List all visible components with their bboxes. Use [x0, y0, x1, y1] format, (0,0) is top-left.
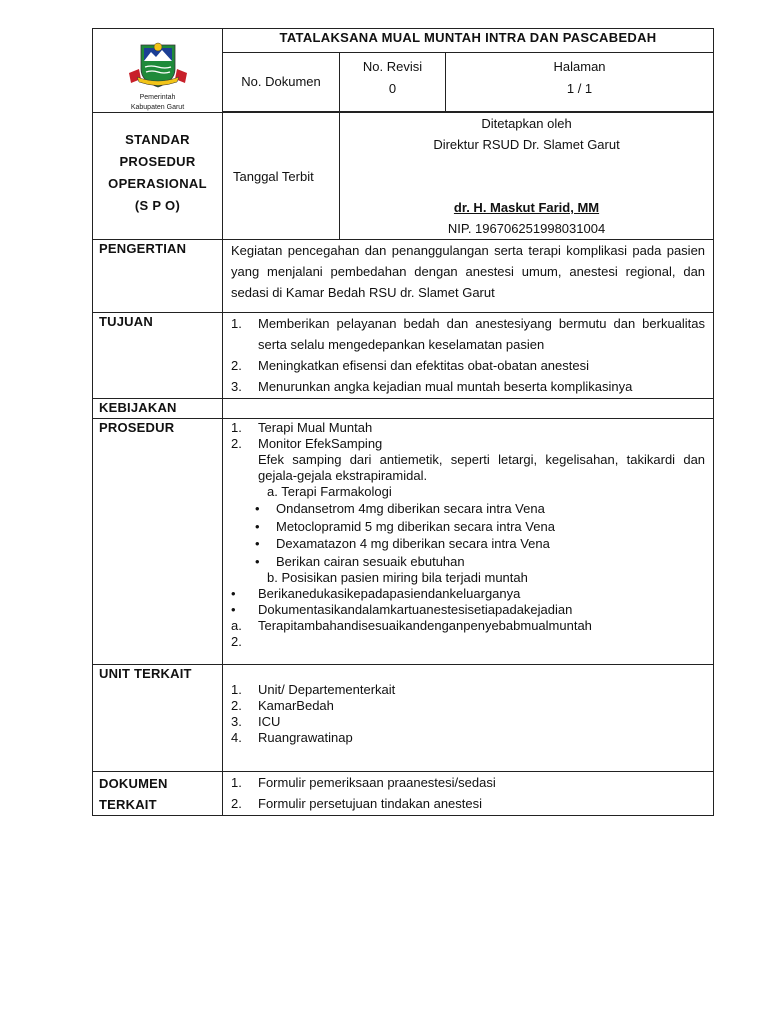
spo-document-table — [92, 28, 714, 816]
list-item — [231, 376, 705, 397]
no-dokumen-label: No. Dokumen — [223, 52, 340, 111]
list-item — [231, 714, 705, 730]
spo-title-cell — [93, 113, 223, 240]
director-nip: NIP. 196706251998031004 — [447, 221, 606, 236]
unit-terkait-row — [93, 665, 714, 772]
list-number: 3. — [231, 379, 242, 394]
halaman-label: Halaman — [553, 58, 606, 74]
bullet: • — [255, 518, 260, 534]
terapi-farmakologi: a. Terapi Farmakologi — [267, 484, 392, 499]
list-number: 1. — [231, 682, 242, 697]
list-item — [231, 313, 705, 355]
posisi-miring: b. Posisikan pasien miring bila terjadi muntah — [267, 570, 528, 585]
drug-list — [231, 500, 705, 570]
pengertian-text: Kegiatan pencegahan dan penanggulangan serta terapi komplikasi pada pasien yang menjalani pembedahan dengan anestesi umum, anestesi regional, dan sedasi di Kamar Bedah RSU dr. Slamet Garut — [223, 240, 714, 313]
list-text: Formulir persetujuan tindakan anestesi — [258, 796, 483, 811]
pengertian-row — [93, 240, 714, 313]
list-text: Dexamatazon 4 mg diberikan secara intra Vena — [276, 536, 550, 551]
prosedur-row — [93, 419, 714, 665]
list-text: ICU — [258, 714, 281, 729]
list-item — [231, 772, 705, 793]
bullet: • — [255, 553, 260, 569]
list-text: Terapi Mual Muntah — [258, 420, 373, 435]
list-number: 2. — [231, 358, 242, 373]
no-revisi-value: 0 — [388, 80, 397, 96]
list-text: Formulir pemeriksaan praanestesi/sedasi — [258, 775, 496, 790]
prosedur-extra-list — [231, 586, 705, 649]
penetapan-cell — [340, 113, 714, 240]
spo-line-2: PROSEDUR — [119, 154, 196, 169]
list-text: Berikan cairan sesuaik ebutuhan — [276, 553, 465, 569]
dokumen-terkait-label — [93, 772, 223, 816]
list-item — [231, 553, 705, 571]
bullet: • — [255, 536, 260, 551]
prosedur-list — [231, 420, 705, 452]
efek-samping-text: Efek samping dari antiemetik, seperti letargi, kegelisahan, takikardi dan gejala-gejala ekstrapiramidal. — [258, 452, 706, 483]
dokumen-label-line-1: DOKUMEN — [99, 776, 168, 791]
list-number: 2. — [231, 796, 242, 811]
prosedur-label: PROSEDUR — [93, 419, 223, 665]
list-number: 1. — [231, 420, 242, 435]
bullet: • — [255, 501, 260, 516]
prosedur-cell — [223, 419, 714, 665]
halaman-value: 1 / 1 — [566, 80, 593, 96]
dokumen-terkait-row — [93, 772, 714, 816]
kebijakan-label: KEBIJAKAN — [93, 399, 223, 419]
list-item — [231, 793, 705, 814]
list-number: 2. — [231, 634, 242, 649]
list-number: a. — [231, 618, 242, 633]
list-number: 1. — [231, 775, 242, 790]
list-text: Ruangrawatinap — [258, 730, 353, 745]
list-item — [231, 698, 705, 714]
list-item — [231, 730, 705, 746]
list-text: Unit/ Departementerkait — [258, 682, 396, 697]
list-item — [231, 535, 705, 553]
kebijakan-text — [223, 399, 714, 419]
director-name: dr. H. Maskut Farid, MM — [453, 200, 600, 215]
list-number: • — [231, 602, 236, 617]
list-number: • — [231, 586, 236, 601]
ditetapkan-oleh: Ditetapkan oleh — [481, 116, 572, 131]
list-item — [231, 682, 705, 698]
list-number: 3. — [231, 714, 242, 729]
spo-line-4: (S P O) — [134, 198, 181, 213]
list-item — [231, 586, 705, 602]
spo-line-3: OPERASIONAL — [108, 176, 207, 191]
list-text: Dokumentasikandalamkartuanestesisetiapadakejadian — [258, 602, 573, 617]
list-item — [231, 500, 705, 518]
list-text: Meningkatkan efisensi dan efektitas obat-obatan anestesi — [258, 358, 589, 373]
tujuan-row — [93, 313, 714, 399]
list-item — [231, 355, 705, 376]
list-item — [231, 602, 705, 618]
spo-row — [93, 113, 714, 240]
list-item — [231, 618, 705, 634]
dokumen-terkait-cell — [223, 772, 714, 816]
list-text: Terapitambahandisesuaikandenganpenyebabmualmuntah — [258, 618, 592, 633]
list-text: Monitor EfekSamping — [258, 436, 383, 451]
pengertian-label: PENGERTIAN — [93, 240, 223, 313]
garut-coat-of-arms-icon — [127, 39, 189, 89]
no-revisi-cell — [340, 52, 446, 111]
tujuan-cell — [223, 313, 714, 399]
tanggal-terbit-label: Tanggal Terbit — [223, 113, 340, 240]
list-text: Berikanedukasikepadapasiendankeluarganya — [258, 586, 521, 601]
list-text: Ondansetrom 4mg diberikan secara intra Vena — [276, 501, 545, 516]
header-title-row — [93, 29, 714, 53]
halaman-cell — [446, 52, 714, 111]
unit-list — [231, 682, 705, 746]
list-number: 1. — [231, 316, 242, 331]
signature-space — [340, 155, 713, 197]
logo-cell — [93, 29, 223, 113]
list-text: Memberikan pelayanan bedah dan anestesiyang bermutu dan berkualitas serta selalu mengedepankan keselamatan pasien — [258, 316, 706, 352]
list-text: Metoclopramid 5 mg diberikan secara intra Vena — [276, 518, 555, 534]
no-revisi-label: No. Revisi — [362, 58, 423, 74]
list-text: Menurunkan angka kejadian mual muntah beserta komplikasinya — [258, 379, 633, 394]
logo-caption-1: Pemerintah — [139, 94, 176, 101]
list-item — [231, 420, 705, 436]
logo-caption-2: Kabupaten Garut — [130, 104, 185, 111]
list-item — [231, 518, 705, 536]
dokumen-list — [231, 772, 705, 814]
list-number: 2. — [231, 436, 242, 451]
spo-line-1: STANDAR — [125, 132, 190, 147]
unit-terkait-label: UNIT TERKAIT — [93, 665, 223, 772]
tujuan-list — [231, 313, 705, 397]
direktur-title: Direktur RSUD Dr. Slamet Garut — [433, 137, 620, 152]
list-number: 4. — [231, 730, 242, 745]
unit-terkait-cell — [223, 665, 714, 772]
document-title: TATALAKSANA MUAL MUNTAH INTRA DAN PASCABEDAH — [223, 29, 714, 53]
tujuan-label: TUJUAN — [93, 313, 223, 399]
list-text: KamarBedah — [258, 698, 334, 713]
list-number: 2. — [231, 698, 242, 713]
dokumen-label-line-2: TERKAIT — [99, 797, 157, 812]
list-item — [231, 436, 705, 452]
kebijakan-row — [93, 399, 714, 419]
